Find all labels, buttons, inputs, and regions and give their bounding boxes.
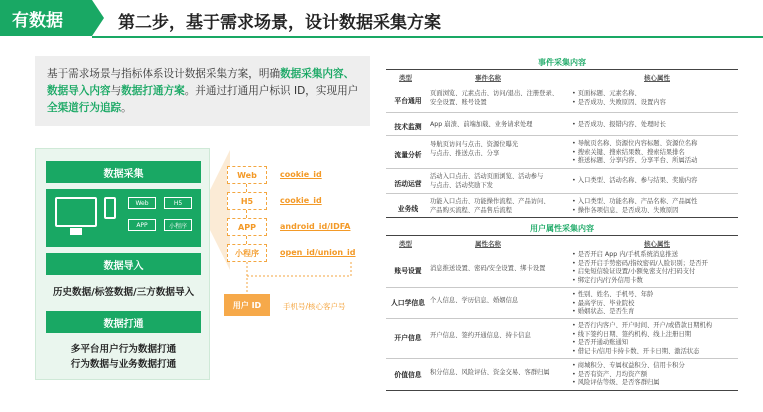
row-divider xyxy=(386,112,738,113)
user-row-names xyxy=(430,265,565,274)
monitor-stand-icon xyxy=(70,228,82,235)
flow-connector xyxy=(246,210,247,218)
user-th-attrs: 核心属性 xyxy=(644,240,670,248)
chip-h5: H5 xyxy=(164,197,192,209)
flow-box-app: APP xyxy=(227,218,267,236)
event-attr-line: • 推送标题、分享内容、分享平台、所属活动 xyxy=(572,157,742,166)
user-row-names xyxy=(430,369,565,378)
event-name-line: 功能入口点击、功能操作流程、产品访问、 xyxy=(430,198,550,205)
event-name-line: 页面浏览、元素点击、访问/退出、注册登录、 xyxy=(430,90,559,97)
phone-icon xyxy=(104,197,116,219)
user-row-attrs xyxy=(572,291,742,317)
page-title: 第二步，基于需求场景，设计数据采集方案 xyxy=(118,13,441,33)
data-import-sub: 历史数据/标签数据/三方数据导入 xyxy=(52,287,195,298)
data-connect-sub1: 多平台用户行为数据打通 xyxy=(70,344,177,355)
user-name-line: 积分信息、风险评估、资金交易、客群归属 xyxy=(430,369,550,376)
intro-highlight: 全渠道行为追踪 xyxy=(47,102,122,114)
event-row-type: 技术监测 xyxy=(394,123,422,131)
event-row-type: 平台通用 xyxy=(394,97,422,105)
event-th-type: 类型 xyxy=(399,74,412,82)
chip-app: APP xyxy=(128,219,156,231)
user-th-type: 类型 xyxy=(399,240,412,248)
user-id-box: 用户 ID xyxy=(224,294,270,316)
event-table-top-rule xyxy=(386,69,738,70)
data-collect-bar: 数据采集 xyxy=(46,161,201,183)
event-row-type: 活动运营 xyxy=(394,180,422,188)
event-attr-line: • 导航页名称、资源位内容标题、资源位名称 xyxy=(572,140,742,149)
user-attr-line: • 最高学历、毕业院校 xyxy=(572,300,742,309)
row-divider xyxy=(386,168,738,169)
user-table-bottom-rule xyxy=(386,390,738,391)
user-row-names xyxy=(430,297,565,306)
user-attr-line: • 启免短信验证设置/小额免密支付/扫码支付 xyxy=(572,268,742,277)
event-row-type: 业务线 xyxy=(397,205,419,213)
monitor-icon xyxy=(55,197,97,227)
user-attr-line: • 性别、姓名、手机号、年龄 xyxy=(572,291,742,300)
user-table-top-rule xyxy=(386,235,738,236)
user-row-attrs xyxy=(572,251,742,285)
intro-highlight: 数据打通方案 xyxy=(121,85,185,97)
event-attr-line: • 入口类型、活动名称、参与结果、奖励内容 xyxy=(572,177,742,186)
event-name-line: 与点击、活动奖励下发 xyxy=(430,181,493,189)
event-name-line: 与点击、推送点击、分享 xyxy=(430,149,500,157)
event-name-line: 导航页访问与点击、资源位曝光 xyxy=(430,141,519,148)
event-row-attrs xyxy=(572,177,742,186)
event-th-attrs: 核心属性 xyxy=(644,74,670,82)
event-table-title: 事件采集内容 xyxy=(538,58,586,67)
chip-web: Web xyxy=(128,197,156,209)
event-row-names xyxy=(430,90,565,107)
user-row-type: 人口学信息 xyxy=(391,299,425,307)
event-attr-line: • 是否成功、失败原因、设置内容 xyxy=(572,99,742,108)
flow-box-h5: H5 xyxy=(227,192,267,210)
flow-id-web: cookie_id xyxy=(280,170,322,179)
event-name-line: 产品购买流程、产品售后流程 xyxy=(430,206,512,214)
user-row-type: 账号设置 xyxy=(394,267,422,275)
event-row-names xyxy=(430,121,565,130)
row-divider xyxy=(386,358,738,359)
event-attr-line: • 入口类型、功能名称、产品名称、产品属性 xyxy=(572,198,742,207)
intro-part: 基于需求场景与指标体系设计数据采集方案，明确 xyxy=(47,68,281,80)
user-attr-line: • 风险评估等级、是否客群归属 xyxy=(572,379,742,388)
row-divider xyxy=(386,318,738,319)
event-attr-line: • 页面标题、元素名称、 xyxy=(572,90,742,99)
user-name-line: 消息推送设置、密码/安全设置、绑卡设置 xyxy=(430,265,546,272)
data-connect-bar: 数据打通 xyxy=(46,311,201,333)
user-attr-line: • 是否行内客户、开户时间、开户/或借款日期机构 xyxy=(572,322,742,331)
user-attr-line: • 商城积分、专属权益积分、信用卡积分 xyxy=(572,362,742,371)
row-divider xyxy=(386,193,738,194)
user-attr-line: • 是否有资产、月均资产额 xyxy=(572,371,742,380)
user-table-title: 用户属性采集内容 xyxy=(530,224,594,233)
event-row-names xyxy=(430,198,565,215)
event-name-line: 安全设置、账号设置 xyxy=(430,98,487,106)
user-row-names xyxy=(430,332,565,341)
event-row-attrs xyxy=(572,140,742,166)
intro-highlight: 数据采集内容、数据导入内容 xyxy=(47,68,355,97)
flow-box-web: Web xyxy=(227,166,267,184)
chip-miniprogram: 小程序 xyxy=(164,219,192,231)
data-connect-sub2: 行为数据与业务数据打通 xyxy=(70,359,177,370)
event-table-bottom-rule xyxy=(386,217,738,218)
event-attr-line: • 操作各项信息、是否成功、失败原因 xyxy=(572,207,742,216)
data-pipeline-panel xyxy=(35,148,210,380)
user-name-line: 开户信息、签约开通信息、持卡信息 xyxy=(430,332,531,339)
intro-part: 。并通过打通用户标识 ID，实现用户 xyxy=(184,85,359,97)
header-divider xyxy=(92,36,763,38)
flow-to-user-id-lines xyxy=(246,262,376,296)
user-attr-line: • 婚姻状态、是否生育 xyxy=(572,308,742,317)
brand-logo: 有数据 xyxy=(0,0,92,36)
flow-connector xyxy=(246,236,247,244)
row-divider xyxy=(386,287,738,288)
row-divider xyxy=(386,135,738,136)
event-attr-line: • 是否成功、报错内容、处理时长 xyxy=(572,121,742,130)
event-name-line: 活动入口点击、活动页面浏览、活动参与 xyxy=(430,173,544,180)
flow-connector xyxy=(246,184,247,192)
event-name-line: App 崩溃、前端加载、业务请求处理 xyxy=(430,121,533,128)
user-row-attrs xyxy=(572,322,742,356)
intro-text xyxy=(35,56,370,126)
user-th-name: 属性名称 xyxy=(475,240,501,248)
user-attr-line: • 是否开启 App 内/手机系统消息推送 xyxy=(572,251,742,260)
user-attr-line: • 线下签约日期、签约机构、线上注册日期 xyxy=(572,331,742,340)
intro-part: 。 xyxy=(121,102,132,114)
device-area xyxy=(46,189,201,247)
user-attr-line: • 是否开通动账通知 xyxy=(572,339,742,348)
flow-box-miniprogram: 小程序 xyxy=(227,244,267,262)
event-row-attrs xyxy=(572,198,742,215)
intro-part: 与 xyxy=(110,85,122,97)
flow-id-h5: cookie_id xyxy=(280,196,322,205)
data-import-bar: 数据导入 xyxy=(46,253,201,275)
event-row-names xyxy=(430,141,565,158)
event-row-names xyxy=(430,173,565,190)
event-row-attrs xyxy=(572,121,742,130)
flow-id-miniprogram: open_id/union_id xyxy=(280,248,356,257)
event-attr-line: • 搜索关键、搜索结果数、搜索结果排名 xyxy=(572,149,742,158)
user-id-note: 手机号/核心客户号 xyxy=(283,302,346,311)
flow-id-app: android_id/IDFA xyxy=(280,222,351,231)
event-th-name: 事件名称 xyxy=(475,74,501,82)
user-attr-line: • 是否开启手势密码/指纹密码/人脸识别；是否开 xyxy=(572,260,742,269)
user-attr-line: • 绑定行内/行外信用卡数 xyxy=(572,277,742,286)
user-attr-line: • 借记卡/信用卡持卡数、开卡日期、激活状态 xyxy=(572,348,742,357)
event-row-type: 流量分析 xyxy=(394,151,422,159)
brand-arrow xyxy=(92,0,104,36)
user-row-type: 开户信息 xyxy=(394,334,422,342)
user-row-attrs xyxy=(572,362,742,388)
user-row-type: 价值信息 xyxy=(394,371,422,379)
event-row-attrs xyxy=(572,90,742,107)
user-name-line: 个人信息、学历信息、婚姻信息 xyxy=(430,297,519,304)
